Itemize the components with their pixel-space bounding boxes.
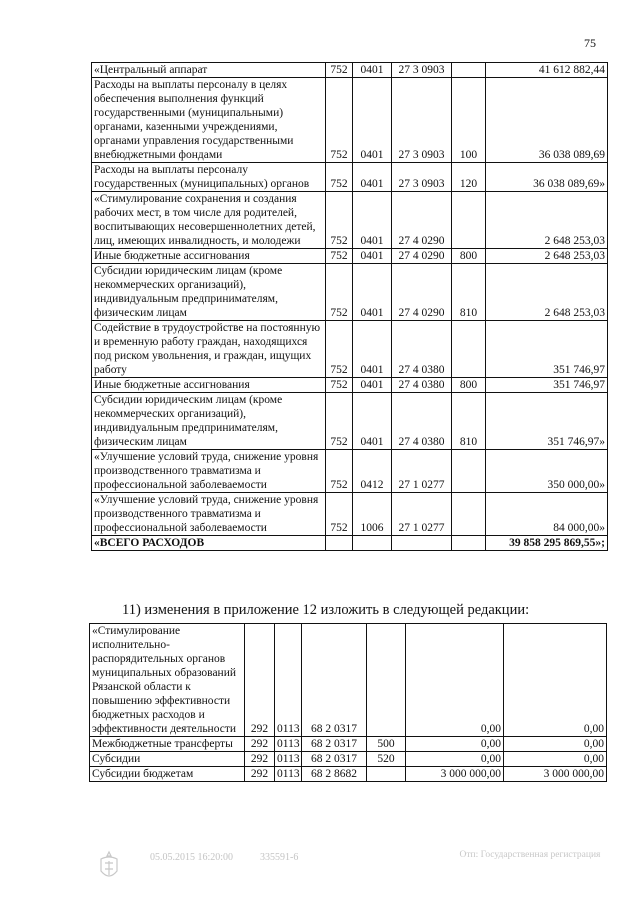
- row-amount: 41 612 882,44: [486, 63, 608, 78]
- row-dept-code: 752: [326, 393, 353, 450]
- row-expense-type: 500: [367, 737, 406, 752]
- table-row: [92, 163, 608, 192]
- row-target-item: 27 1 0277: [392, 493, 452, 536]
- row-amount-1: 0,00: [406, 737, 504, 752]
- row-dept-code: 752: [326, 78, 353, 163]
- row-section: 0401: [353, 78, 392, 163]
- row-expense-type: [452, 321, 486, 378]
- row-target-item: 27 4 0380: [392, 393, 452, 450]
- row-dept-code: 752: [326, 450, 353, 493]
- row-dept-code: 752: [326, 63, 353, 78]
- row-dept-code: 292: [245, 767, 275, 782]
- row-dept-code: 752: [326, 249, 353, 264]
- row-name: Содействие в трудоустройстве на постоянную и временную работу граждан, находящихся под риском увольнения, и граждан, ищущих работу: [92, 321, 326, 378]
- row-section: 0401: [353, 249, 392, 264]
- row-amount-1: 0,00: [406, 752, 504, 767]
- row-section: 0401: [353, 192, 392, 249]
- row-name: «ВСЕГО РАСХОДОВ: [92, 536, 326, 551]
- row-expense-type: [452, 536, 486, 551]
- table-row: [90, 624, 607, 737]
- row-amount: 351 746,97: [486, 378, 608, 393]
- row-dept-code: [326, 536, 353, 551]
- row-section: 1006: [353, 493, 392, 536]
- appendix-12-table: [89, 623, 607, 782]
- row-target-item: 68 2 0317: [302, 624, 367, 737]
- row-target-item: 27 3 0903: [392, 78, 452, 163]
- row-amount: 39 858 295 869,55»;: [486, 536, 608, 551]
- table-row: [92, 249, 608, 264]
- row-amount-2: 0,00: [504, 624, 607, 737]
- table-row: [92, 63, 608, 78]
- row-amount: 2 648 253,03: [486, 249, 608, 264]
- row-section: [353, 536, 392, 551]
- row-expense-type: 800: [452, 378, 486, 393]
- row-section: 0401: [353, 378, 392, 393]
- row-expense-type: [367, 624, 406, 737]
- row-name: Субсидии бюджетам: [90, 767, 245, 782]
- table-row: [92, 321, 608, 378]
- row-section: 0401: [353, 264, 392, 321]
- expenditure-table: [91, 62, 608, 551]
- row-expense-type: [452, 192, 486, 249]
- row-section: 0113: [275, 624, 302, 737]
- row-dept-code: 752: [326, 264, 353, 321]
- row-name: Субсидии юридическим лицам (кроме некоммерческих организаций), индивидуальным предпринимателям, физическим лицам: [92, 393, 326, 450]
- row-amount: 351 746,97: [486, 321, 608, 378]
- row-name: Межбюджетные трансферты: [90, 737, 245, 752]
- row-amount: 36 038 089,69: [486, 78, 608, 163]
- table-row: [90, 767, 607, 782]
- row-dept-code: 752: [326, 192, 353, 249]
- table-row: [92, 378, 608, 393]
- row-target-item: 27 1 0277: [392, 450, 452, 493]
- row-target-item: 68 2 0317: [302, 752, 367, 767]
- table-row: [92, 536, 608, 551]
- row-target-item: [392, 536, 452, 551]
- table-row: [92, 192, 608, 249]
- row-expense-type: 120: [452, 163, 486, 192]
- footer-note: Отп: Государственная регистрация: [459, 850, 601, 860]
- row-target-item: 27 4 0290: [392, 264, 452, 321]
- table-row: [92, 78, 608, 163]
- row-target-item: 68 2 8682: [302, 767, 367, 782]
- row-name: Иные бюджетные ассигнования: [92, 378, 326, 393]
- row-amount: 350 000,00»: [486, 450, 608, 493]
- row-expense-type: 520: [367, 752, 406, 767]
- row-amount: 351 746,97»: [486, 393, 608, 450]
- row-target-item: 27 4 0290: [392, 192, 452, 249]
- row-name: Субсидии: [90, 752, 245, 767]
- row-amount-1: 3 000 000,00: [406, 767, 504, 782]
- row-target-item: 27 4 0380: [392, 378, 452, 393]
- row-section: 0412: [353, 450, 392, 493]
- row-name: Иные бюджетные ассигнования: [92, 249, 326, 264]
- row-expense-type: [367, 767, 406, 782]
- table-row: [92, 393, 608, 450]
- row-section: 0401: [353, 63, 392, 78]
- table-row: [92, 493, 608, 536]
- row-name: Субсидии юридическим лицам (кроме некоммерческих организаций), индивидуальным предпринимателям, физическим лицам: [92, 264, 326, 321]
- row-target-item: 27 3 0903: [392, 63, 452, 78]
- row-section: 0113: [275, 752, 302, 767]
- row-amount: 36 038 089,69»: [486, 163, 608, 192]
- table-row: [90, 752, 607, 767]
- row-section: 0113: [275, 767, 302, 782]
- row-amount: 84 000,00»: [486, 493, 608, 536]
- table-row: [90, 737, 607, 752]
- row-section: 0401: [353, 163, 392, 192]
- row-expense-type: 810: [452, 264, 486, 321]
- row-name: «Стимулирование сохранения и создания рабочих мест, в том числе для родителей, воспитывающих несовершеннолетних детей, лиц, имеющих инвалидность, и молодежи: [92, 192, 326, 249]
- amendment-instruction: 11) изменения в приложение 12 изложить в следующей редакции:: [122, 602, 530, 618]
- row-dept-code: 292: [245, 737, 275, 752]
- row-target-item: 68 2 0317: [302, 737, 367, 752]
- row-amount-1: 0,00: [406, 624, 504, 737]
- row-expense-type: 810: [452, 393, 486, 450]
- row-name: Расходы на выплаты персоналу в целях обеспечения выполнения функций государственными (муниципальными) органами, казенными учреждениями, органами управления государственными внебюджетными фондами: [92, 78, 326, 163]
- row-amount-2: 0,00: [504, 737, 607, 752]
- row-amount-2: 3 000 000,00: [504, 767, 607, 782]
- page-number: 75: [584, 36, 596, 50]
- row-amount: 2 648 253,03: [486, 264, 608, 321]
- row-target-item: 27 4 0290: [392, 249, 452, 264]
- row-dept-code: 752: [326, 493, 353, 536]
- row-expense-type: 800: [452, 249, 486, 264]
- row-dept-code: 292: [245, 624, 275, 737]
- row-name: «Центральный аппарат: [92, 63, 326, 78]
- footer-doc-id: 335591-6: [260, 852, 299, 863]
- row-expense-type: 100: [452, 78, 486, 163]
- row-section: 0113: [275, 737, 302, 752]
- footer-timestamp: 05.05.2015 16:20:00: [150, 852, 234, 863]
- row-name: Расходы на выплаты персоналу государственных (муниципальных) органов: [92, 163, 326, 192]
- row-expense-type: [452, 63, 486, 78]
- table-row: [92, 264, 608, 321]
- row-dept-code: 752: [326, 378, 353, 393]
- row-name: «Улучшение условий труда, снижение уровня производственного травматизма и профессиональной заболеваемости: [92, 493, 326, 536]
- row-amount: 2 648 253,03: [486, 192, 608, 249]
- row-target-item: 27 3 0903: [392, 163, 452, 192]
- coat-of-arms-icon: [96, 849, 122, 885]
- row-name: «Стимулирование исполнительно-распорядительных органов муниципальных образований Рязанской области к повышению эффективности бюджетных расходов и эффективности деятельности: [90, 624, 245, 737]
- row-section: 0401: [353, 321, 392, 378]
- table-row: [92, 450, 608, 493]
- row-expense-type: [452, 493, 486, 536]
- row-dept-code: 292: [245, 752, 275, 767]
- row-target-item: 27 4 0380: [392, 321, 452, 378]
- row-name: «Улучшение условий труда, снижение уровня производственного травматизма и профессиональной заболеваемости: [92, 450, 326, 493]
- row-expense-type: [452, 450, 486, 493]
- row-dept-code: 752: [326, 163, 353, 192]
- row-dept-code: 752: [326, 321, 353, 378]
- row-section: 0401: [353, 393, 392, 450]
- row-amount-2: 0,00: [504, 752, 607, 767]
